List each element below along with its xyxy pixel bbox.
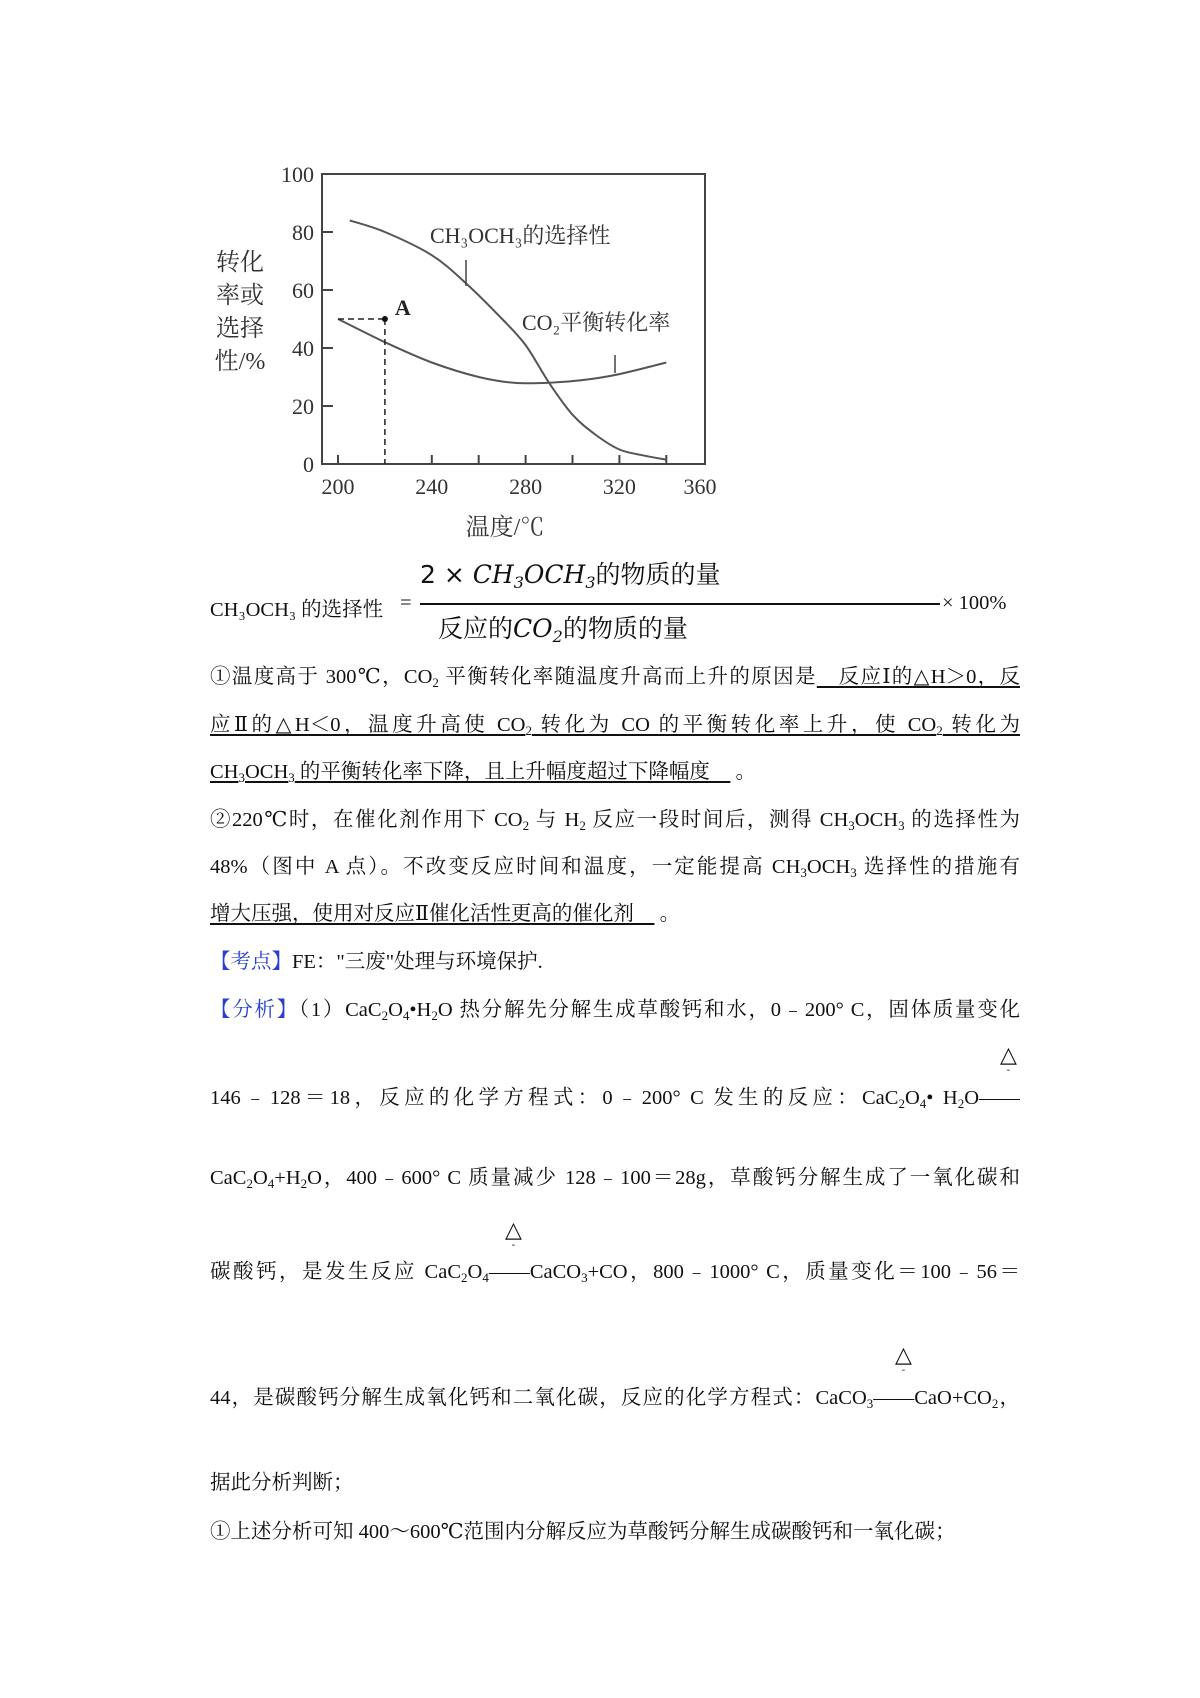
text-segment: 3 xyxy=(581,1270,588,1285)
text-segment: 3 xyxy=(898,818,905,833)
y-axis-label: 选择 xyxy=(216,316,264,342)
text-line xyxy=(210,664,1020,690)
y-axis-label: 率或 xyxy=(216,283,264,309)
answer-text: 应Ⅱ的△H＜0，温度升高使 CO xyxy=(210,714,526,736)
text-segment: 48%（图中 A 点）。不改变反应时间和温度，一定能提高 CH xyxy=(210,856,801,878)
text-segment: O xyxy=(467,1261,483,1283)
text-segment: ②220℃时，在催化剂作用下 CO xyxy=(210,809,523,831)
text-segment: 3 xyxy=(866,1396,874,1411)
text-segment: CaC xyxy=(210,1167,247,1189)
text-segment: 2 xyxy=(461,1270,468,1285)
text-segment: +CO，800﹣1000° C，质量变化＝100﹣56＝ xyxy=(587,1261,1020,1283)
text-line xyxy=(210,1519,1020,1545)
text-segment: 2 xyxy=(957,1096,965,1111)
text-line xyxy=(210,949,1020,975)
y-tick-label: 100 xyxy=(281,162,314,187)
y-tick-label: 60 xyxy=(292,278,314,303)
text-segment: 平衡转化率随温度升高而上升的原因是 xyxy=(438,666,817,688)
formula-denominator: 反应的$CO_2$的物质的量 xyxy=(438,614,688,646)
text-line xyxy=(210,901,1020,927)
text-segment: 。 xyxy=(730,761,757,783)
y-tick-label: 0 xyxy=(303,452,314,477)
text-line xyxy=(210,712,1020,738)
text-segment: 3 xyxy=(850,865,857,880)
answer-text: CH xyxy=(210,761,239,783)
text-segment: 2 xyxy=(431,1008,438,1023)
text-segment: ——CaO+CO xyxy=(873,1387,992,1409)
x-axis-label: 温度/℃ xyxy=(465,515,545,541)
y-axis-label: 转化 xyxy=(216,250,264,276)
text-segment: 2 xyxy=(522,818,530,833)
answer-text: 反应Ⅰ的△H＞0，反 xyxy=(816,666,1020,688)
answer-text: 3 xyxy=(238,770,245,785)
text-segment: 4 xyxy=(919,1096,927,1111)
text-line xyxy=(210,1165,1020,1191)
x-tick-label: 240 xyxy=(415,474,449,499)
x-tick-label: 320 xyxy=(602,474,636,499)
y-tick-label: 80 xyxy=(292,220,314,245)
heat-condition-icon: △ - xyxy=(505,1218,522,1251)
text-segment: 。 xyxy=(654,903,681,925)
x-tick-label: 360 xyxy=(683,474,717,499)
text-segment: O xyxy=(904,1087,920,1109)
text-segment: ①上述分析可知 400～600℃范围内分解反应为草酸钙分解生成碳酸钙和一氧化碳； xyxy=(210,1521,956,1543)
y-tick-label: 20 xyxy=(292,394,314,419)
text-segment: +H xyxy=(274,1167,301,1189)
text-line xyxy=(210,1085,1020,1111)
x-tick-label: 280 xyxy=(509,474,543,499)
text-line xyxy=(210,1259,1020,1285)
text-segment: •H xyxy=(409,999,432,1021)
fraction-bar xyxy=(420,603,940,605)
formula-lhs: CH₃OCH₃ 的选择性 xyxy=(210,599,384,621)
x-tick-label: 200 xyxy=(321,474,355,499)
text-segment: 4 xyxy=(267,1176,275,1191)
text-segment: 44，是碳酸钙分解生成氧化钙和二氧化碳，反应的化学方程式：CaCO xyxy=(210,1387,867,1409)
text-line xyxy=(210,759,1020,785)
text-segment: ——CaCO xyxy=(488,1261,582,1283)
text-segment: O—— xyxy=(964,1087,1020,1109)
y-tick-label: 40 xyxy=(292,336,314,361)
text-segment: 4 xyxy=(402,1008,410,1023)
text-segment: 碳酸钙，是发生反应 CaC xyxy=(210,1261,461,1283)
text-segment: FE："三废"处理与环境保护. xyxy=(292,951,543,973)
text-segment: 3 xyxy=(848,818,855,833)
answer-text: 增大压强，使用对反应Ⅱ催化活性更高的催化剂 xyxy=(210,903,655,925)
text-segment: 3 xyxy=(800,865,807,880)
answer-text: 2 xyxy=(936,723,943,738)
y-axis-label: 性/% xyxy=(214,349,266,375)
answer-text: 转化为 CO 的平衡转化率上升，使 CO xyxy=(531,714,937,736)
chart xyxy=(0,0,1200,560)
text-segment: 反应一段时间后，测得 CH xyxy=(585,809,849,831)
text-segment: O 热分解先分解生成草酸钙和水，0﹣200° C，固体质量变化 xyxy=(437,999,1020,1021)
point-a-marker xyxy=(382,316,388,322)
text-segment: 2 xyxy=(300,1176,308,1191)
text-segment: • H xyxy=(926,1087,958,1109)
text-line xyxy=(210,997,1020,1023)
text-segment: 2 xyxy=(898,1096,905,1111)
section-tag: 【考点】 xyxy=(210,951,292,973)
section-tag: 【分析】 xyxy=(210,999,299,1021)
text-segment: ， xyxy=(998,1387,1020,1409)
answer-text: 3 xyxy=(288,770,295,785)
text-segment: O xyxy=(388,999,403,1021)
text-line xyxy=(210,807,1020,833)
text-line xyxy=(210,1385,1020,1411)
answer-text: 2 xyxy=(525,723,532,738)
answer-text: 转化为 xyxy=(942,714,1020,736)
text-segment: 146﹣128＝18，反应的化学方程式：0﹣200° C 发生的反应：CaC xyxy=(210,1087,899,1109)
text-line xyxy=(210,1470,1020,1496)
text-segment: 选择性的措施有 xyxy=(856,856,1020,878)
text-segment: 2 xyxy=(381,1008,389,1023)
text-segment: （1）CaC xyxy=(298,999,382,1021)
heat-condition-icon: △ - xyxy=(895,1343,912,1376)
dme-selectivity-curve xyxy=(350,220,667,459)
answer-text: OCH xyxy=(244,761,289,783)
text-segment: O xyxy=(252,1167,268,1189)
text-segment: 4 xyxy=(482,1270,489,1285)
formula-numerator: $2 \times CH_3OCH_3$的物质的量 xyxy=(420,560,721,592)
text-segment: 2 xyxy=(432,675,439,690)
text-segment: 的选择性为 xyxy=(904,809,1020,831)
text-segment: 据此分析判断； xyxy=(210,1472,354,1494)
text-segment: 与 H xyxy=(529,809,580,831)
series-label-dme: CH₃OCH₃的选择性 xyxy=(430,223,611,248)
text-segment: 2 xyxy=(991,1396,999,1411)
text-segment: OCH xyxy=(854,809,899,831)
formula-eq: = xyxy=(400,592,412,614)
text-line xyxy=(210,854,1020,880)
text-segment: ①温度高于 300℃，CO xyxy=(210,666,433,688)
answer-text: 的平衡转化率下降，且上升幅度超过下降幅度 xyxy=(294,761,731,783)
heat-condition-icon: △ - xyxy=(1000,1043,1017,1076)
text-segment: OCH xyxy=(806,856,851,878)
text-segment: 2 xyxy=(246,1176,253,1191)
series-label-co2: CO₂平衡转化率 xyxy=(522,310,671,335)
formula-times-100: × 100% xyxy=(942,592,1007,614)
text-segment: O，400﹣600° C 质量减少 128﹣100＝28g，草酸钙分解生成了一氧化碳和 xyxy=(307,1167,1020,1189)
text-segment: 2 xyxy=(579,818,586,833)
point-a-label: A xyxy=(394,295,411,320)
